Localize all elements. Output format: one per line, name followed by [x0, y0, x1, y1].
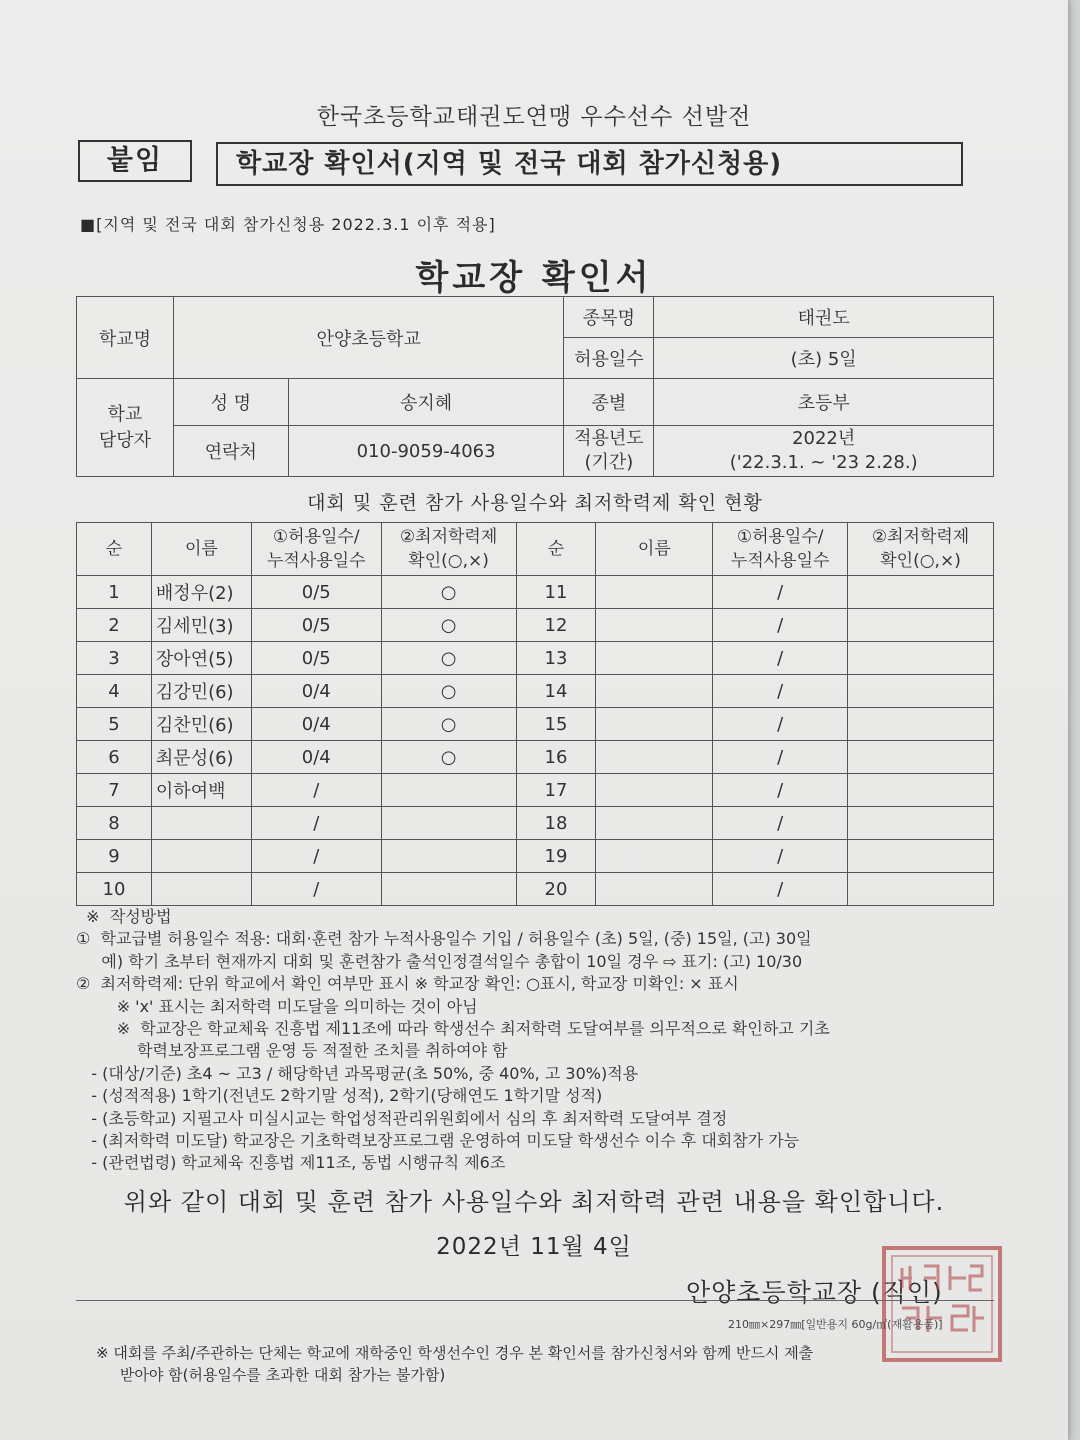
row-name: 김강민(6)	[151, 675, 251, 708]
signature-rule	[76, 1300, 994, 1301]
row-check: ○	[381, 741, 516, 774]
instruction-line: ※ 'x' 표시는 최저학력 미도달을 의미하는 것이 아님	[76, 996, 478, 1016]
row-check	[848, 873, 994, 906]
year-label	[564, 426, 654, 477]
col-name-right: 이름	[596, 523, 713, 576]
row-check	[848, 807, 994, 840]
col-check-right-line2: 확인(○,×)	[880, 551, 961, 571]
instruction-line: - (초등학교) 지필고사 미실시교는 학업성적관리위원회에서 심의 후 최저학력 도달여부 결정	[76, 1108, 728, 1128]
col-no-left: 순	[77, 523, 152, 576]
instruction-line: - (관련법령) 학교체육 진흥법 제11조, 동법 시행규칙 제6조	[76, 1153, 506, 1173]
row-days: /	[713, 873, 848, 906]
organization-title: 한국초등학교태권도연맹 우수선수 선발전	[316, 104, 752, 130]
col-check-right	[848, 523, 994, 576]
col-no-right: 순	[516, 523, 596, 576]
instruction-line: ※ 학교장은 학교체육 진흥법 제11조에 따라 학생선수 최저학력 도달여부를 의무적으로 확인하고 기초	[76, 1019, 830, 1039]
col-days-right-line2: 누적사용일수	[730, 551, 830, 571]
instruction-line: - (성적적용) 1학기(전년도 2학기말 성적), 2학기(당해연도 1학기말 성적)	[76, 1086, 603, 1106]
table-row	[77, 807, 994, 840]
row-check: ○	[381, 576, 516, 609]
issue-date: 2022년 11월 4일	[436, 1234, 632, 1260]
table-row	[77, 609, 994, 642]
row-no: 2	[77, 609, 152, 642]
row-days: 0/5	[251, 609, 381, 642]
status-section-title: 대회 및 훈련 참가 사용일수와 최저학력제 확인 현황	[307, 492, 763, 514]
row-no: 14	[516, 675, 596, 708]
col-days-left	[251, 523, 381, 576]
row-check	[848, 774, 994, 807]
row-name	[596, 576, 713, 609]
table-row	[77, 708, 994, 741]
row-days: 0/5	[251, 576, 381, 609]
document-box-title: 학교장 확인서(지역 및 전국 대회 참가신청용)	[216, 142, 963, 186]
row-name	[151, 873, 251, 906]
instruction-line: ② 최저학력제: 단위 학교에서 확인 여부만 표시 ※ 학교장 확인: ○표시, 학교장 미확인: × 표시	[76, 974, 739, 994]
row-no: 6	[77, 741, 152, 774]
division-label: 종별	[564, 379, 654, 426]
row-name	[596, 774, 713, 807]
col-check-left-line1: ②최저학력제	[399, 527, 498, 547]
row-days: /	[713, 840, 848, 873]
row-days: /	[251, 807, 381, 840]
row-no: 3	[77, 642, 152, 675]
year-value-line1: 2022년	[792, 428, 856, 449]
row-no: 1	[77, 576, 152, 609]
year-value	[654, 426, 994, 477]
row-no: 17	[516, 774, 596, 807]
row-name	[596, 873, 713, 906]
confirmation-statement: 위와 같이 대회 및 훈련 참가 사용일수와 최저학력 관련 내용을 확인합니다.	[123, 1188, 945, 1216]
col-check-right-line1: ②최저학력제	[871, 527, 970, 547]
col-days-left-line1: ①허용일수/	[272, 527, 360, 547]
row-days: /	[713, 807, 848, 840]
manager-label	[77, 379, 174, 477]
instruction-line: ① 학교급별 허용일수 적용: 대회·훈련 참가 누적사용일수 기입 / 허용일수 (초) 5일, (중) 15일, (고) 30일	[76, 929, 812, 949]
footnote-line1: ※ 대회를 주최/주관하는 단체는 학교에 재학중인 학생선수인 경우 본 확인서를 참가신청서와 함께 반드시 제출	[96, 1344, 814, 1362]
row-days: 0/4	[251, 741, 381, 774]
row-check	[381, 807, 516, 840]
row-check: ○	[381, 708, 516, 741]
instructions	[76, 906, 1006, 1175]
year-label-line1: 적용년도	[574, 428, 644, 449]
row-days: /	[713, 774, 848, 807]
row-name	[151, 807, 251, 840]
row-days: /	[713, 609, 848, 642]
manager-label-line1: 학교	[107, 403, 143, 425]
row-no: 10	[77, 873, 152, 906]
school-value: 안양초등학교	[173, 297, 564, 379]
allowed-days-label: 허용일수	[564, 338, 654, 379]
row-no: 11	[516, 576, 596, 609]
row-check	[381, 774, 516, 807]
row-no: 15	[516, 708, 596, 741]
row-days: /	[713, 642, 848, 675]
info-table	[76, 296, 994, 477]
row-no: 8	[77, 807, 152, 840]
row-days: 0/4	[251, 708, 381, 741]
row-no: 5	[77, 708, 152, 741]
name-label: 성 명	[173, 379, 288, 426]
row-check	[848, 642, 994, 675]
row-check	[848, 576, 994, 609]
row-name	[596, 741, 713, 774]
manager-label-line2: 담당자	[98, 429, 152, 451]
table-row	[77, 840, 994, 873]
attachment-label: 붙임	[78, 140, 192, 182]
row-check: ○	[381, 675, 516, 708]
row-name	[596, 675, 713, 708]
row-no: 12	[516, 609, 596, 642]
instruction-line: 학력보장프로그램 운영 등 적절한 조치를 취하여야 함	[76, 1041, 508, 1061]
row-check	[848, 741, 994, 774]
table-row	[77, 642, 994, 675]
row-name	[596, 642, 713, 675]
col-days-left-line2: 누적사용일수	[266, 551, 366, 571]
row-name: 장아연(5)	[151, 642, 251, 675]
col-check-left	[381, 523, 516, 576]
row-days: /	[713, 576, 848, 609]
col-name-left: 이름	[151, 523, 251, 576]
row-check	[848, 708, 994, 741]
principal-signature: 안양초등학교장 (직인)	[686, 1278, 943, 1307]
footnote	[96, 1342, 996, 1386]
paper-spec: 210㎜×297㎜[일반용지 60g/㎡(재활용품)]	[728, 1318, 943, 1331]
table-row	[77, 741, 994, 774]
table-row	[77, 675, 994, 708]
row-no: 9	[77, 840, 152, 873]
row-name	[596, 708, 713, 741]
row-days: /	[251, 873, 381, 906]
event-value: 태권도	[654, 297, 994, 338]
row-check	[381, 873, 516, 906]
row-name: 배정우(2)	[151, 576, 251, 609]
col-check-left-line2: 확인(○,×)	[408, 551, 489, 571]
seal-text	[880, 1244, 888, 1245]
row-name: 최문성(6)	[151, 741, 251, 774]
row-name	[596, 609, 713, 642]
instruction-line: ※ 작성방법	[76, 907, 172, 926]
row-name	[596, 840, 713, 873]
contact-value: 010-9059-4063	[288, 426, 564, 477]
row-no: 19	[516, 840, 596, 873]
row-days: /	[713, 741, 848, 774]
row-no: 4	[77, 675, 152, 708]
division-value: 초등부	[654, 379, 994, 426]
school-label: 학교명	[77, 297, 174, 379]
row-no: 13	[516, 642, 596, 675]
allowed-days-value: (초) 5일	[654, 338, 994, 379]
row-check	[848, 609, 994, 642]
col-days-right	[713, 523, 848, 576]
instruction-line: - (대상/기준) 초4 ~ 고3 / 해당학년 과목평균(초 50%, 중 40%, 고 30%)적용	[76, 1063, 639, 1083]
contact-label: 연락처	[173, 426, 288, 477]
applicability-note: ■[지역 및 전국 대회 참가신청용 2022.3.1 이후 적용]	[80, 215, 496, 234]
row-name	[151, 840, 251, 873]
row-check	[381, 840, 516, 873]
year-value-line2: ('22.3.1. ~ '23 2.28.)	[729, 452, 918, 473]
event-label: 종목명	[564, 297, 654, 338]
row-name: 이하여백	[151, 774, 251, 807]
instruction-line: - (최저학력 미도달) 학교장은 기초학력보장프로그램 운영하여 미도달 학생선수 이수 후 대회참가 가능	[76, 1131, 800, 1151]
row-days: /	[251, 840, 381, 873]
table-row	[77, 873, 994, 906]
row-check: ○	[381, 609, 516, 642]
row-days: /	[251, 774, 381, 807]
row-no: 16	[516, 741, 596, 774]
row-days: 0/5	[251, 642, 381, 675]
row-no: 7	[77, 774, 152, 807]
table-row	[77, 576, 994, 609]
row-name: 김세민(3)	[151, 609, 251, 642]
row-check	[848, 675, 994, 708]
row-name	[596, 807, 713, 840]
document-title: 학교장 확인서	[415, 258, 653, 298]
footnote-line2: 받아야 함(허용일수를 초과한 대회 참가는 불가함)	[96, 1366, 446, 1384]
row-days: /	[713, 675, 848, 708]
col-days-right-line1: ①허용일수/	[736, 527, 824, 547]
row-no: 20	[516, 873, 596, 906]
row-days: 0/4	[251, 675, 381, 708]
row-name: 김찬민(6)	[151, 708, 251, 741]
year-label-line2: (기간)	[584, 452, 634, 473]
row-no: 18	[516, 807, 596, 840]
status-table	[76, 522, 994, 906]
table-row	[77, 774, 994, 807]
row-check: ○	[381, 642, 516, 675]
row-days: /	[713, 708, 848, 741]
row-check	[848, 840, 994, 873]
name-value: 송지혜	[288, 379, 564, 426]
instruction-line: 예) 학기 초부터 현재까지 대회 및 훈련참가 출석인정결석일수 총합이 10일 경우 ⇨ 표기: (고) 10/30	[76, 951, 803, 971]
